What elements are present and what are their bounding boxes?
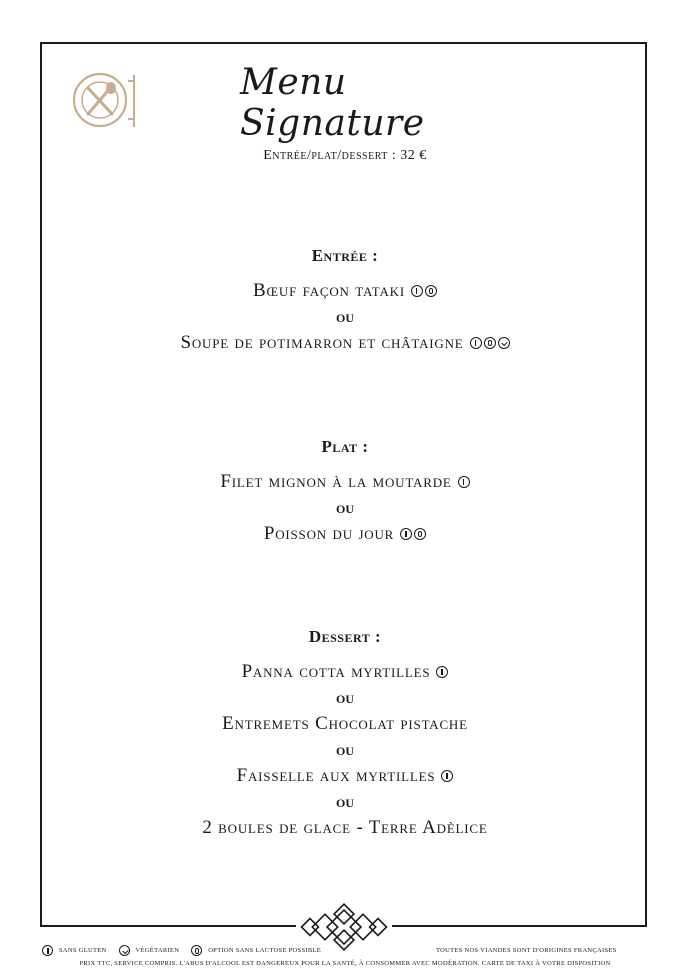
section-heading: Entrée : [311, 246, 379, 265]
menu-price: Entrée/plat/dessert : 32 € [263, 148, 427, 163]
separator-ou: ou [336, 307, 354, 326]
gluten-free-icon [458, 476, 470, 488]
dish-name: Entremets Chocolat pistache [222, 713, 468, 734]
dish-item [0, 330, 690, 356]
section-heading: Plat : [321, 437, 369, 456]
gluten-free-icon [400, 528, 412, 540]
dish-item [0, 659, 690, 685]
lactose-free-icon [484, 337, 496, 349]
vegetarian-icon [498, 337, 510, 349]
section-dessert [0, 627, 690, 841]
dish-item [0, 815, 690, 841]
lactose-free-icon [191, 945, 202, 956]
dish-name: Faisselle aux myrtilles [236, 765, 436, 786]
gluten-free-icon [42, 945, 53, 956]
menu-title: Menu Signature [240, 62, 425, 144]
gluten-free-icon [470, 337, 482, 349]
dish-item [0, 711, 690, 737]
footer-note: PRIX TTC, SERVICE COMPRIS. L'ABUS D'ALCOOL EST DANGEREUX POUR LA SANTÉ, À CONSOMMER AVEC MODÉRATION. CARTE DE TAXI À VOTRE DISPOSITION [79, 960, 611, 967]
vegetarian-icon [119, 945, 130, 956]
legend-gluten-free: SANS GLUTEN [59, 947, 107, 954]
legend-lactose-free: OPTION SANS LACTOSE POSSIBLE [208, 947, 322, 954]
section-entree [0, 246, 690, 356]
dish-item [0, 763, 690, 789]
gluten-free-icon [436, 666, 448, 678]
dish-name: Panna cotta myrtilles [241, 661, 431, 682]
dish-item [0, 521, 690, 547]
section-plat [0, 437, 690, 547]
gluten-free-icon [441, 770, 453, 782]
lactose-free-icon [414, 528, 426, 540]
dish-name: Filet mignon à la moutarde [220, 471, 452, 492]
lactose-free-icon [425, 285, 437, 297]
separator-ou: ou [336, 792, 354, 811]
allergen-legend [42, 945, 321, 956]
dish-name: 2 boules de glace - Terre Adèlice [202, 817, 488, 838]
separator-ou: ou [336, 740, 354, 759]
dish-name: Poisson du jour [263, 523, 395, 544]
separator-ou: ou [336, 688, 354, 707]
gluten-free-icon [411, 285, 423, 297]
section-heading: Dessert : [308, 627, 382, 646]
dish-name: Bœuf façon tataki [253, 280, 405, 301]
dish-name: Soupe de potimarron et châtaigne [180, 332, 464, 353]
dish-item [0, 278, 690, 304]
dish-item [0, 469, 690, 495]
restaurant-logo-icon [72, 69, 146, 131]
legend-vegetarian: VÉGÉTARIEN [135, 947, 180, 954]
separator-ou: ou [336, 498, 354, 517]
origin-note: TOUTES NOS VIANDES SONT D'ORIGINES FRANÇAISES [436, 947, 617, 954]
